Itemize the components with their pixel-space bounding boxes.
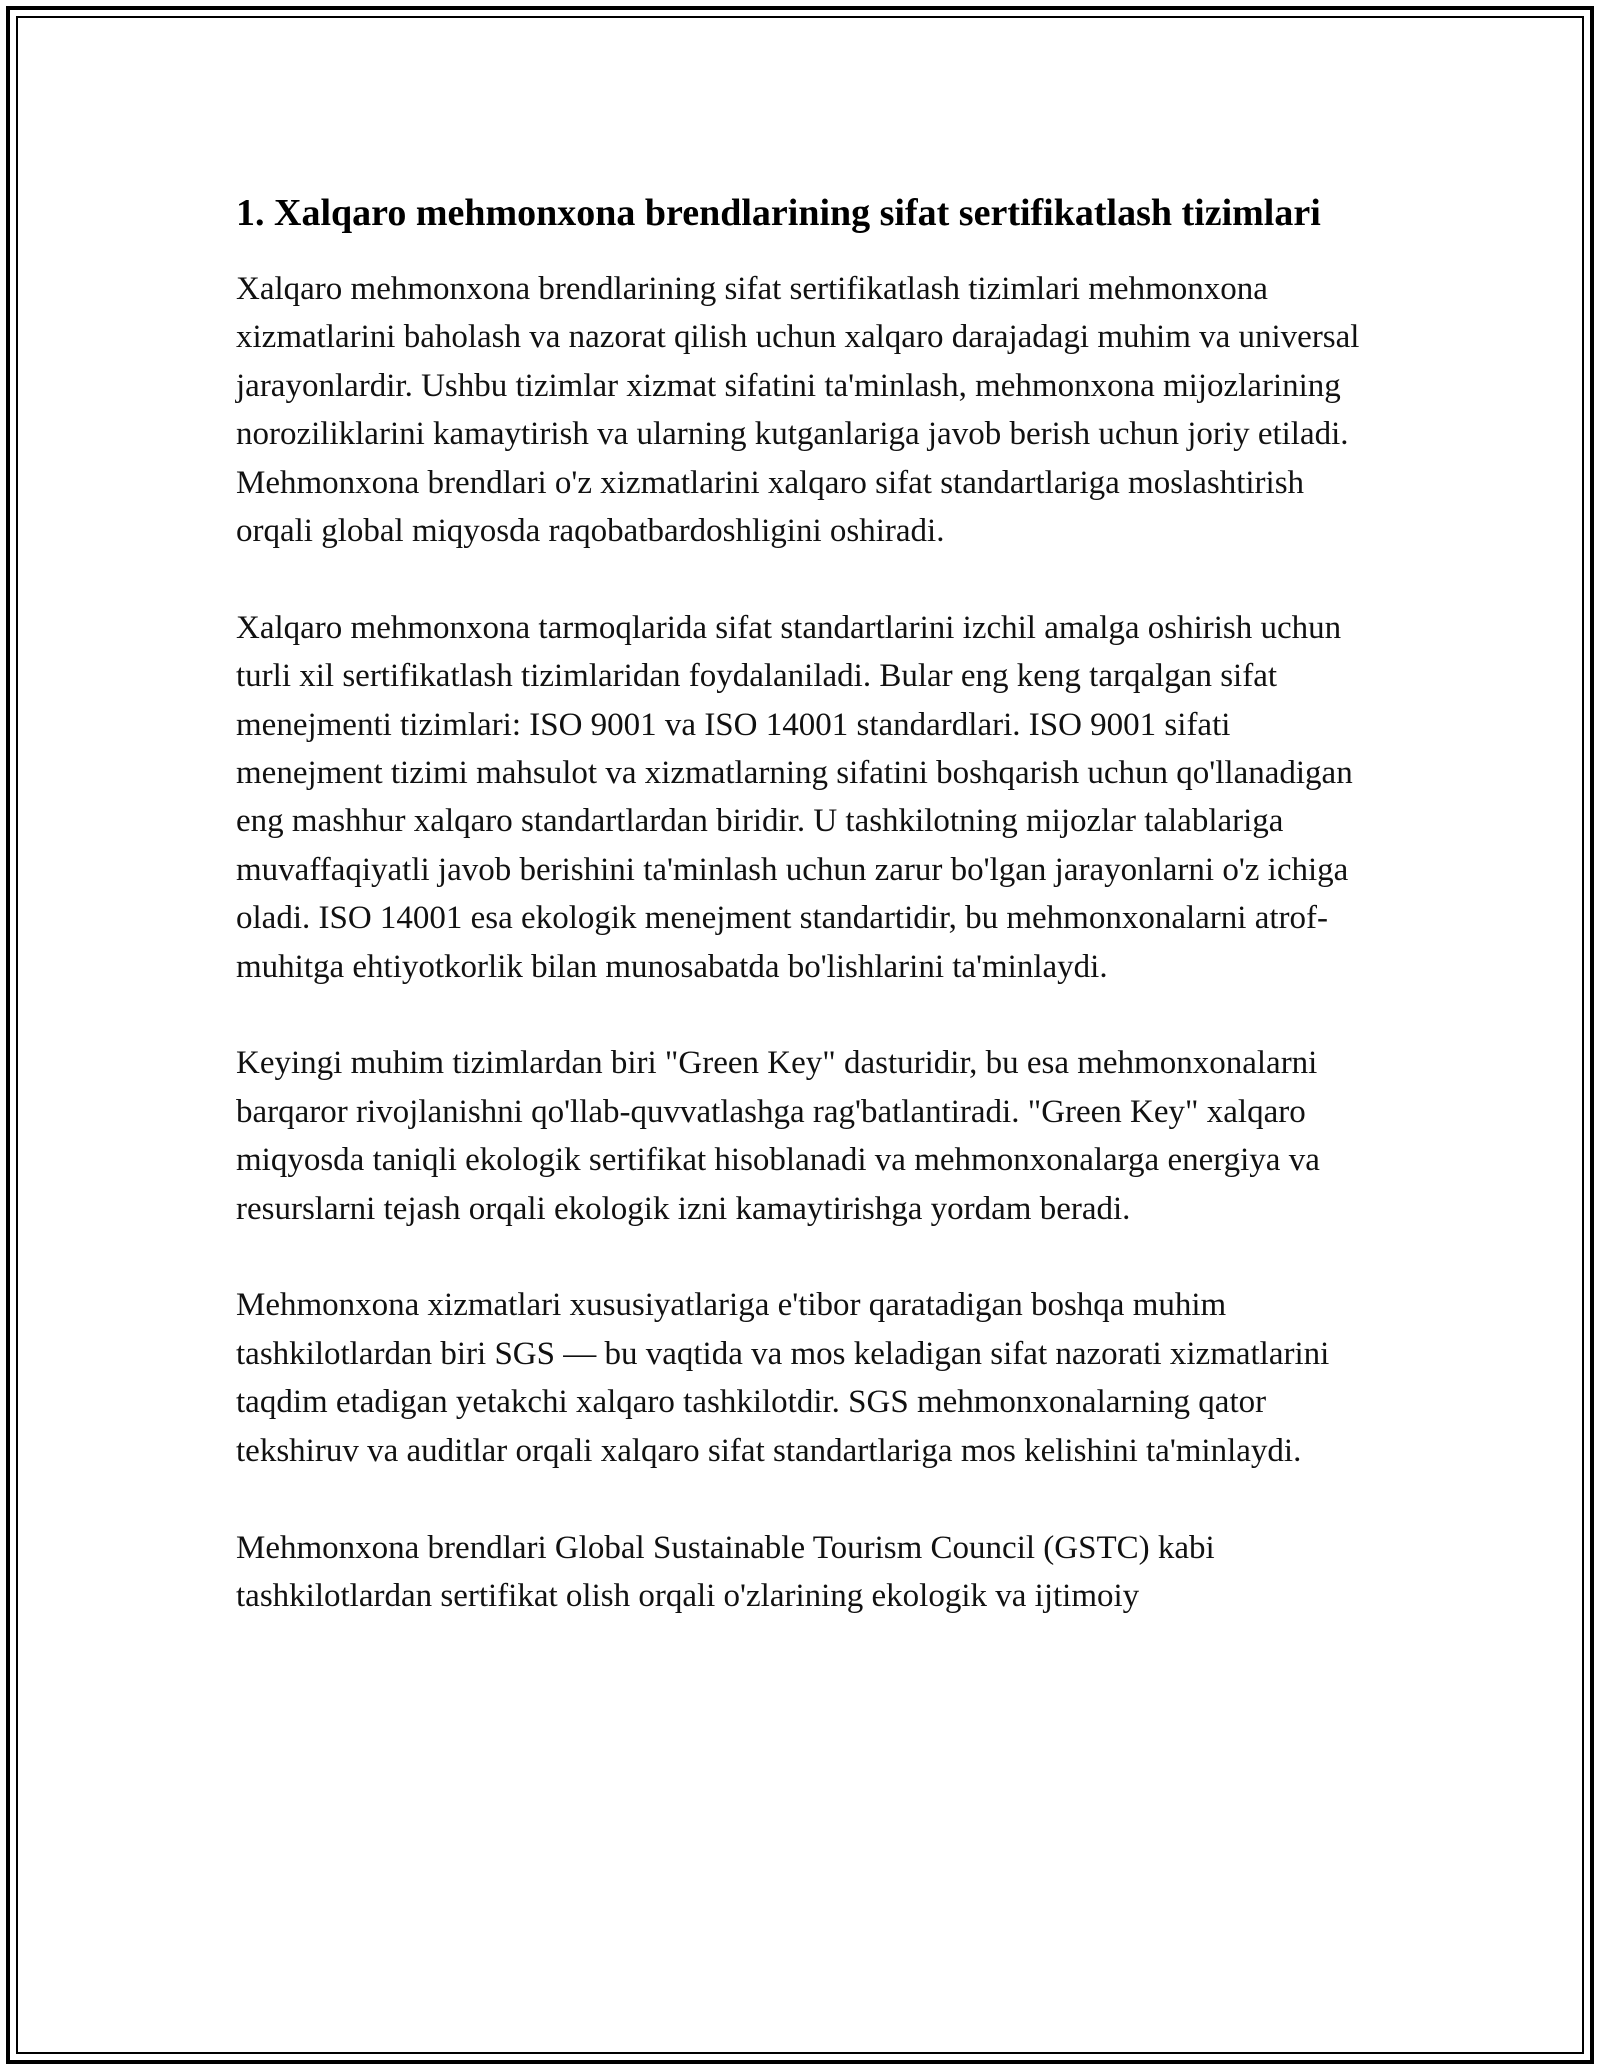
- paragraph-intro: Xalqaro mehmonxona brendlarining sifat sertifikatlash tizimlari mehmonxona xizmatlarini baholash va nazorat qilish uchun xalqaro darajadagi muhim va universal jarayonlardir. Ushbu tizimlar xizmat sifatini ta'minlash, mehmonxona mijozlarining noroziliklarini kamaytirish va ularning kutganlariga javob berish uchun joriy etiladi. Mehmonxona brendlari o'z xizmatlarini xalqaro sifat standartlariga moslashtirish orqali global miqyosda raqobatbardoshligini oshiradi.: [236, 271, 1360, 550]
- paragraph-iso-standards: Xalqaro mehmonxona tarmoqlarida sifat standartlarini izchil amalga oshirish uchun turli xil sertifikatlash tizimlaridan foydalaniladi. Bular eng keng tarqalgan sifat menejmenti tizimlari: ISO 9001 va ISO 14001 standardlari. ISO 9001 sifati menejment tizimi mahsulot va xizmatlarning sifatini boshqarish uchun qo'llanadigan eng mashhur xalqaro standartlardan biridir. U tashkilotning mijozlar talablariga muvaffaqiyatli javob berishini ta'minlash uchun zarur bo'lgan jarayonlarni o'z ichiga oladi. ISO 14001 esa ekologik menejment standartidir, bu mehmonxonalarni atrof-muhitga ehtiyotkorlik bilan munosabatda bo'lishlarini ta'minlaydi.: [236, 609, 1353, 985]
- document-body: [236, 186, 1376, 1669]
- section-heading: 1. Xalqaro mehmonxona brendlarining sifat sertifikatlash tizimlari: [236, 192, 1321, 234]
- paragraph-sgs: Mehmonxona xizmatlari xususiyatlariga e'tibor qaratadigan boshqa muhim tashkilotlardan biri SGS — bu vaqtida va mos keladigan sifat nazorati xizmatlarini taqdim etadigan yetakchi xalqaro tashkilotdir. SGS mehmonxonalarning qator tekshiruv va auditlar orqali xalqaro sifat standartlariga mos kelishini ta'minlaydi.: [236, 1287, 1330, 1469]
- paragraph-gstc: Mehmonxona brendlari Global Sustainable Tourism Council (GSTC) kabi tashkilotlardan sertifikat olish orqali o'zlarining ekologik va ijtimoiy: [236, 1529, 1215, 1614]
- paragraph-green-key: Keyingi muhim tizimlardan biri "Green Key" dasturidir, bu esa mehmonxonalarni barqaror rivojlanishni qo'llab-quvvatlashga rag'batlantiradi. "Green Key" xalqaro miqyosda taniqli ekologik sertifikat hisoblanadi va mehmonxonalarga energiya va resurslarni tejash orqali ekologik izni kamaytirishga yordam beradi.: [236, 1045, 1320, 1227]
